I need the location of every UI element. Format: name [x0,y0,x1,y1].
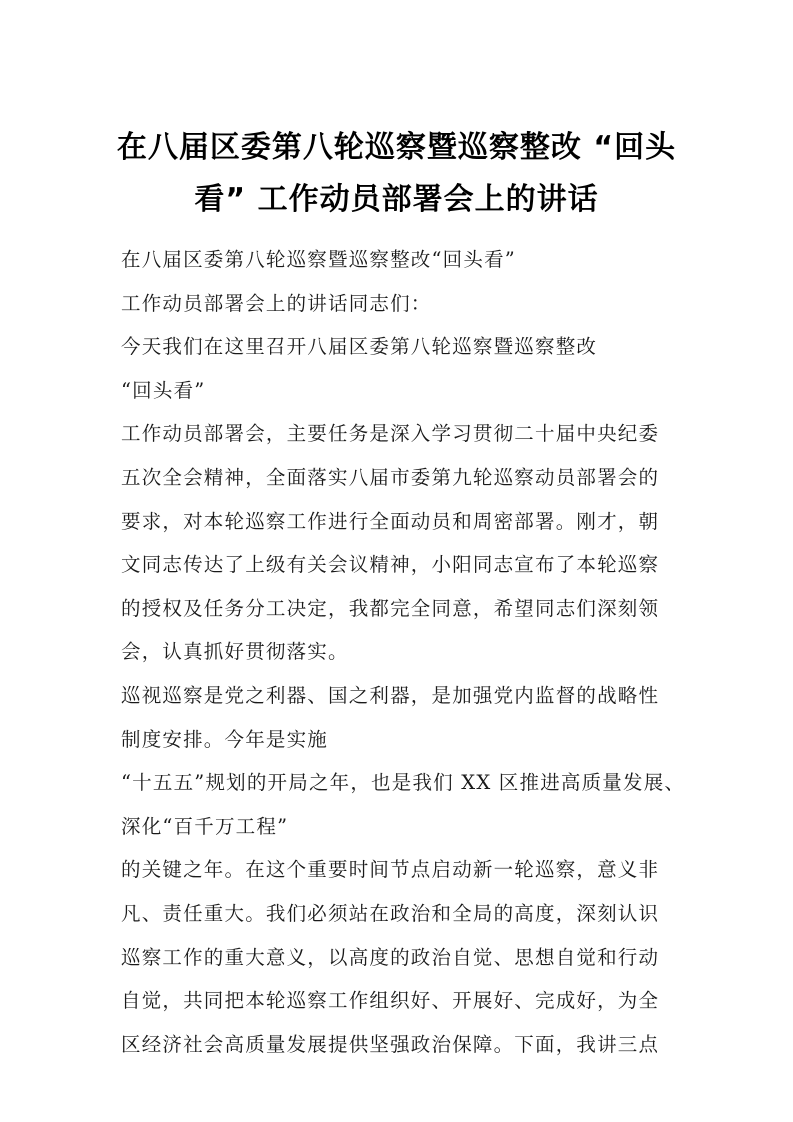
text-line: 巡察工作的重大意义，以高度的政治自觉、思想自觉和行动 [121,945,660,969]
text-line: 五次全会精神，全面落实八届市委第九轮巡察动员部署会的 [121,465,660,489]
paragraph-1 [121,238,681,282]
paragraph-5 [121,412,681,674]
text-line: 凡、责任重大。我们必须站在政治和全局的高度，深刻认识 [121,901,660,925]
paragraph-3 [121,325,681,369]
title-line-2: 看” 工作动员部署会上的讲话 [194,182,599,217]
text-line: 制度安排。今年是实施 [121,727,329,751]
text-line: “十五五”规划的开局之年，也是我们 XX 区推进高质量发展、 [121,771,686,795]
paragraph-6 [121,674,681,761]
paragraph-2 [121,282,681,326]
paragraph-7 [121,761,686,848]
text-line: 工作动员部署会上的讲话同志们： [121,291,432,315]
text-line: 在八届区委第八轮巡察暨巡察整改“回头看” [121,248,516,271]
text-line: 的关键之年。在这个重要时间节点启动新一轮巡察，意义非 [121,858,660,882]
text-line: 自觉，共同把本轮巡察工作组织好、开展好、完成好，为全 [121,989,660,1013]
title-line-1: 在八届区委第八轮巡察暨巡察整改 “回头 [116,130,677,165]
document-body [121,238,686,1066]
text-line: 巡视巡察是党之利器、国之利器，是加强党内监督的战略性 [121,683,660,707]
text-line: 文同志传达了上级有关会议精神，小阳同志宣布了本轮巡察 [121,553,660,577]
paragraph-4 [121,369,681,413]
paragraph-8 [121,848,681,1066]
text-line: 今天我们在这里召开八届区委第八轮巡察暨巡察整改 [121,335,598,359]
text-line: 工作动员部署会，主要任务是深入学习贯彻二十届中央纪委 [121,422,660,446]
text-line: 深化“百千万工程” [121,814,289,838]
text-line: 会，认真抓好贯彻落实。 [121,640,349,664]
text-line: 的授权及任务分工决定，我都完全同意，希望同志们深刻领 [121,596,660,620]
text-line: “回头看” [121,378,206,402]
text-line: 要求，对本轮巡察工作进行全面动员和周密部署。刚才，朝 [121,509,660,533]
text-line: 区经济社会高质量发展提供坚强政治保障。下面，我讲三点 [121,1032,660,1056]
document-title [100,122,693,226]
